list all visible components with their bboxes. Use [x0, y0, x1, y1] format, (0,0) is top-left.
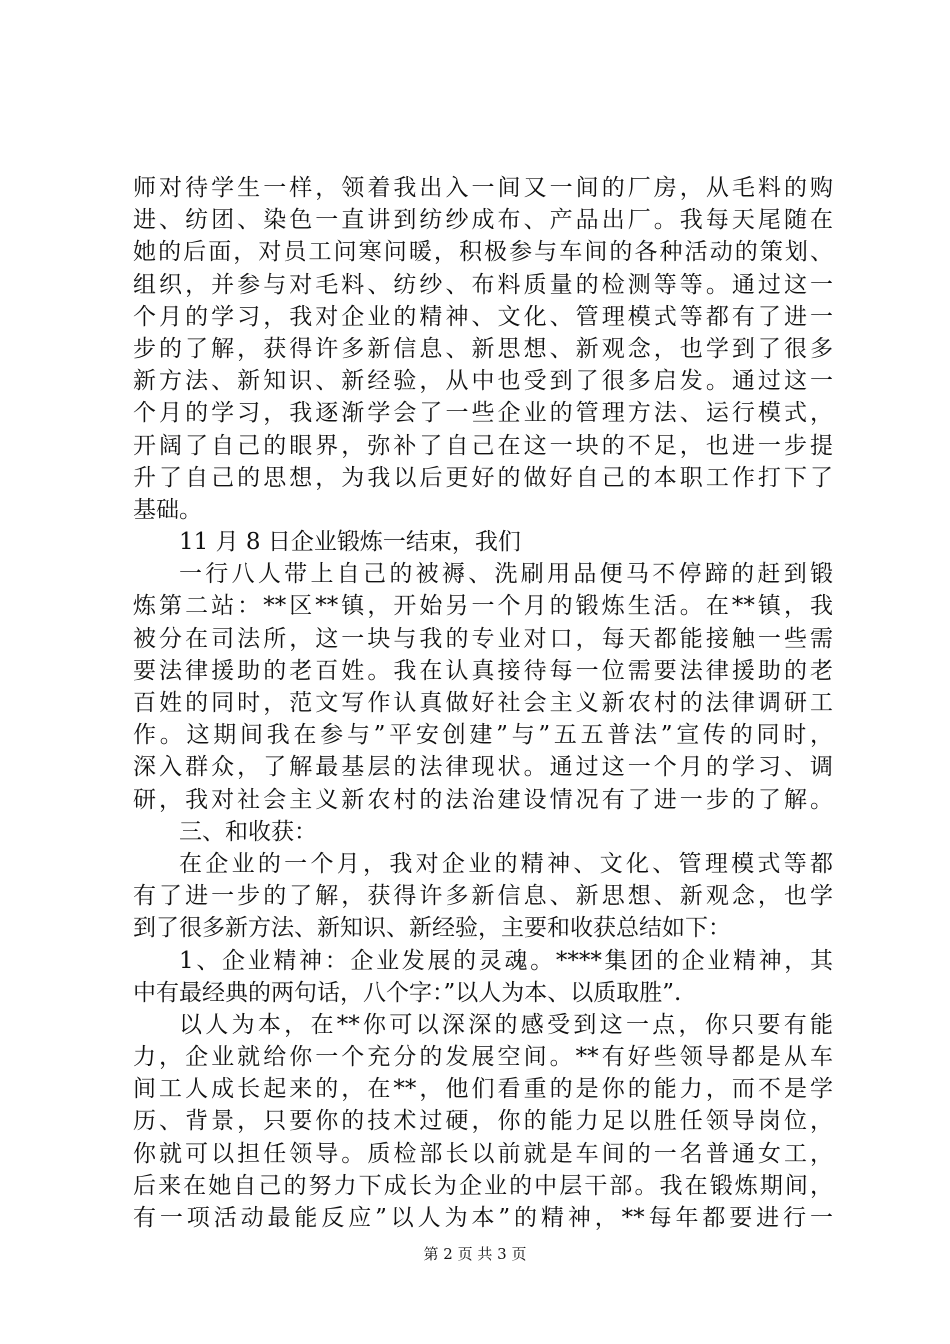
text-line: 基础。 [133, 496, 202, 523]
text-line: 她的后面，对员工问寒问暖，积极参与车间的各种活动的策划、 [133, 239, 833, 266]
text-line: 开阔了自己的眼界，弥补了自己在这一块的不足，也进一步提 [133, 432, 833, 459]
text-line: 作。这期间我在参与”平安创建”与”五五普法”宣传的同时， [133, 722, 833, 749]
text-line: 到了很多新方法、新知识、新经验，主要和收获总结如下： [133, 915, 731, 942]
text-line: 力，企业就给你一个充分的发展空间。**有好些领导都是从车 [133, 1044, 833, 1071]
text-line: 步的了解，获得许多新信息、新思想、新观念，也学到了很多 [133, 335, 833, 362]
text-line: 新方法、新知识、新经验，从中也受到了很多启发。通过这一 [133, 368, 833, 395]
text-line: 在企业的一个月，我对企业的精神、文化、管理模式等都 [179, 850, 833, 877]
text-line: 深入群众，了解最基层的法律现状。通过这一个月的学习、调 [133, 754, 833, 781]
text-line: 有了进一步的了解，获得许多新信息、新思想、新观念，也学 [133, 883, 833, 910]
text-line: 你就可以担任领导。质检部长以前就是车间的一名普通女工， [133, 1140, 833, 1167]
text-line: 历、背景，只要你的技术过硬，你的能力足以胜任领导岗位， [133, 1108, 833, 1135]
text-line: 要法律援助的老百姓。我在认真接待每一位需要法律援助的老 [133, 657, 833, 684]
text-line: 个月的学习，我对企业的精神、文化、管理模式等都有了进一 [133, 303, 833, 330]
page-footer: 第 2 页 共 3 页 [423, 1245, 527, 1263]
text-line: 间工人成长起来的，在**，他们看重的是你的能力，而不是学 [133, 1076, 833, 1103]
text-line: 三、和收获： [179, 818, 317, 845]
text-line: 师对待学生一样，领着我出入一间又一间的厂房，从毛料的购 [133, 175, 833, 201]
text-line: 中有最经典的两句话，八个字：”以人为本、以质取胜”. [133, 979, 682, 1006]
text-line: 以人为本，在**你可以深深的感受到这一点，你只要有能 [179, 1011, 833, 1038]
text-line: 进、纺团、染色一直讲到纺纱成布、产品出厂。我每天尾随在 [133, 207, 833, 234]
text-line: 一行八人带上自己的被褥、洗刷用品便马不停蹄的赶到锻 [179, 561, 833, 588]
text-line: 后来在她自己的努力下成长为企业的中层干部。我在锻炼期间， [133, 1172, 833, 1199]
text-line: 研，我对社会主义新农村的法治建设情况有了进一步的了解。 [133, 786, 833, 813]
text-line: 百姓的同时，范文写作认真做好社会主义新农村的法律调研工 [133, 690, 833, 716]
text-line: 被分在司法所，这一块与我的专业对口，每天都能接触一些需 [133, 625, 833, 652]
text-line: 组织，并参与对毛料、纺纱、布料质量的检测等等。通过这一 [133, 271, 833, 298]
document-body [133, 172, 833, 1234]
text-line: 个月的学习，我逐渐学会了一些企业的管理方法、运行模式， [133, 400, 833, 427]
text-line: 升了自己的思想，为我以后更好的做好自己的本职工作打下了 [133, 464, 833, 491]
text-line: 11 月 8 日企业锻炼一结束，我们 [179, 529, 521, 556]
text-line: 有一项活动最能反应”以人为本”的精神，**每年都要进行一 [133, 1205, 833, 1231]
text-line: 1、企业精神：企业发展的灵魂。****集团的企业精神，其 [179, 947, 833, 974]
text-line: 炼第二站：**区**镇，开始另一个月的锻炼生活。在**镇，我 [133, 593, 833, 620]
